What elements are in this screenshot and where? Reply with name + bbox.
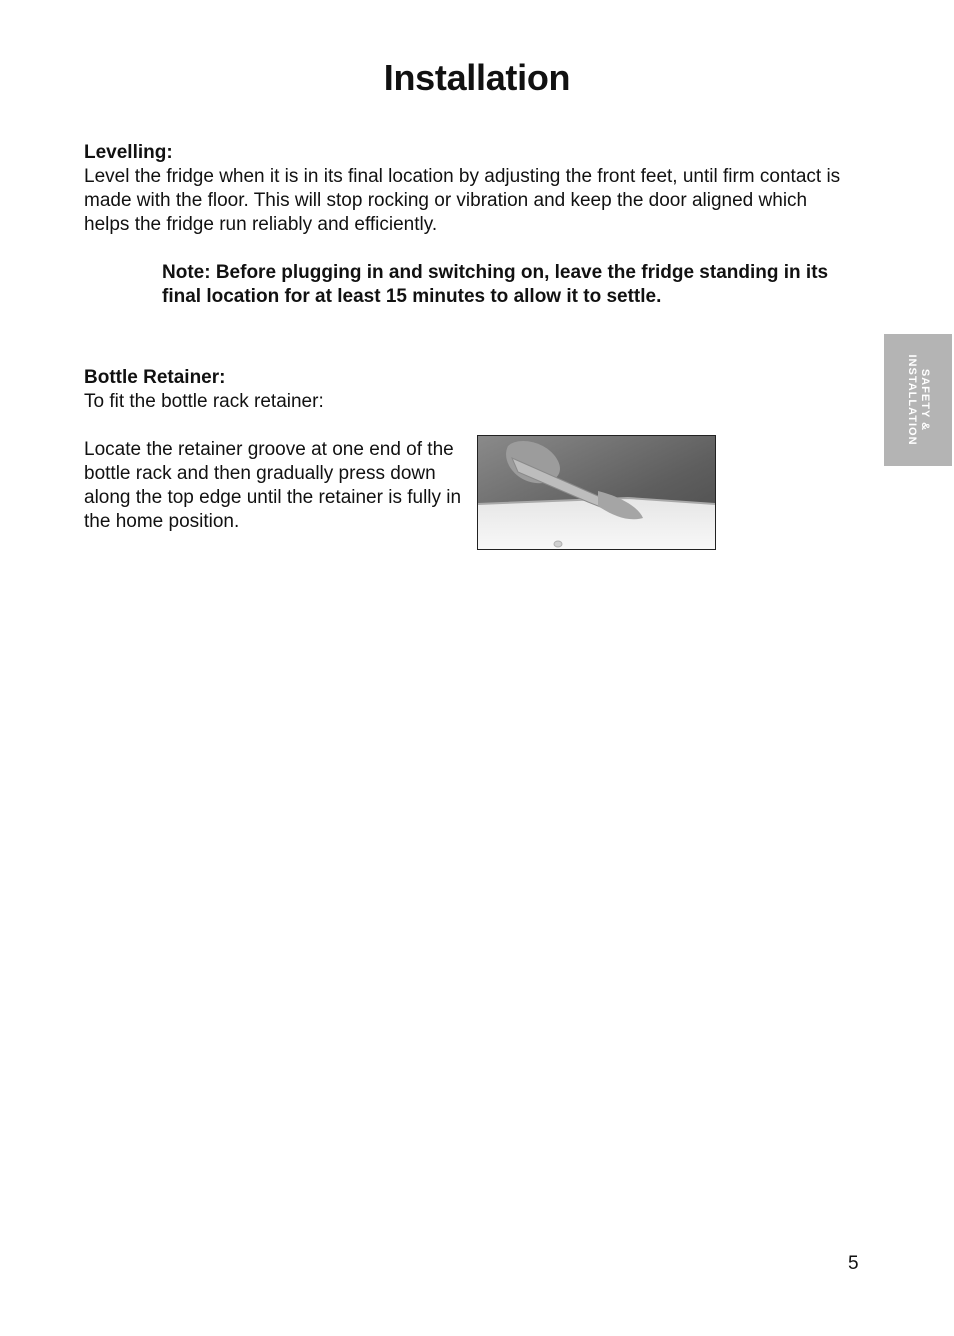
levelling-text: Level the fridge when it is in its final location by adjusting the front feet, until firm contact is made with the floor. This will stop rocking or vibration and keep the door aligned which helps the fridge run reliably and efficiently.	[84, 166, 841, 235]
section-tab-line1: SAFETY &	[919, 368, 931, 432]
section-tab-line2: INSTALLATION	[906, 354, 918, 446]
bottle-retainer-intro: To fit the bottle rack retainer:	[84, 391, 324, 412]
bottle-retainer-steps: Locate the retainer groove at one end of the bottle rack and then gradually press down along the top edge until the retainer is fully in the home position.	[84, 439, 462, 532]
section-tab-label	[905, 334, 931, 466]
section-tab	[884, 334, 952, 466]
page-number: 5	[848, 1253, 859, 1274]
levelling-heading: Levelling:	[84, 142, 173, 163]
photo-illustration	[478, 436, 715, 549]
bottle-retainer-photo	[477, 435, 716, 550]
page-title: Installation	[383, 57, 571, 98]
settle-note: Note: Before plugging in and switching on, leave the fridge standing in its final location for at least 15 minutes to allow it to settle.	[162, 262, 829, 307]
bottle-retainer-heading: Bottle Retainer:	[84, 367, 226, 388]
